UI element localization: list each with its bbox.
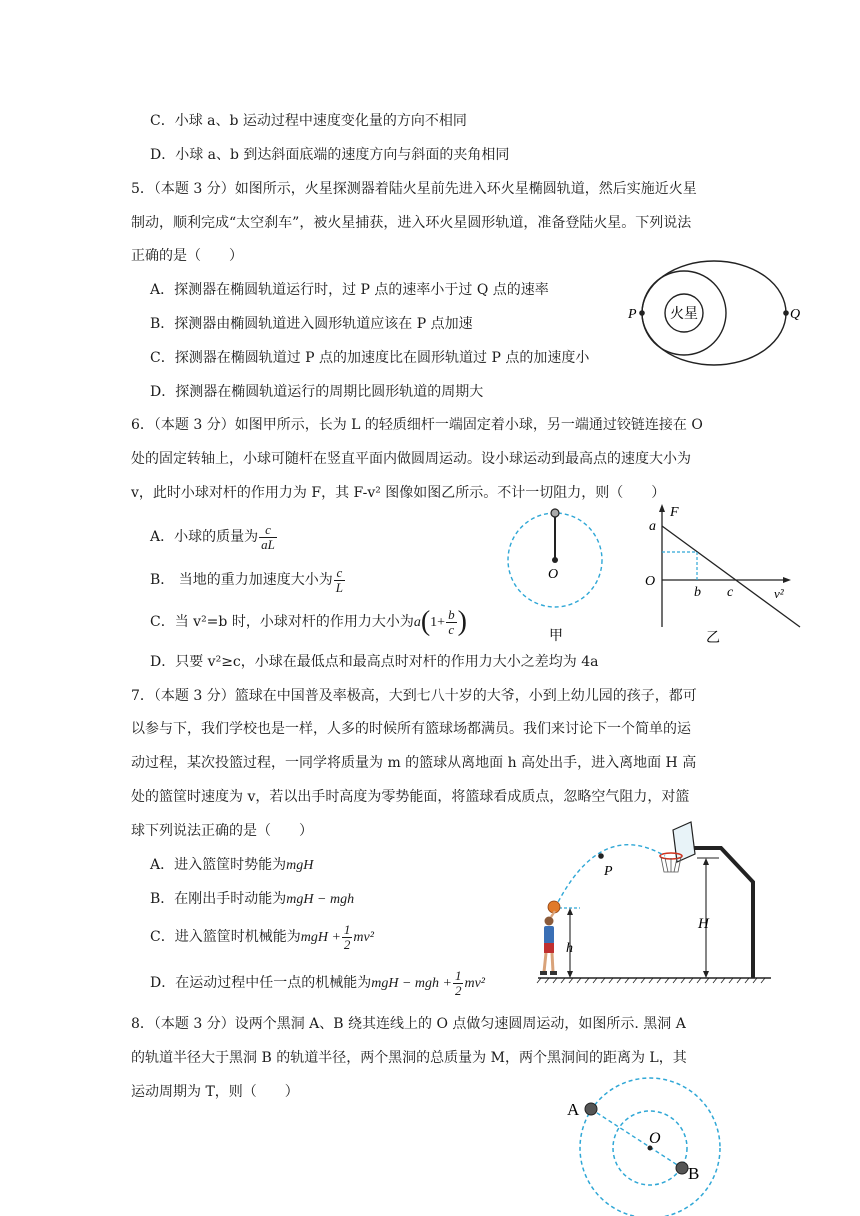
q8-binary-black-hole-figure <box>565 1072 735 1216</box>
q6-option-c-fraction <box>446 608 457 637</box>
q5-stem-line-3: 正确的是（ ） <box>131 248 243 264</box>
q7-option-a-math: mgH <box>286 858 314 873</box>
q7-stem-line-4: 处的篮筐时速度为 v，若以出手时高度为零势能面，将篮球看成质点，忽略空气阻力，对篮 <box>131 789 690 805</box>
figure-jia-caption: 甲 <box>549 629 563 644</box>
q5-option-b: B．探测器由椭圆轨道进入圆形轨道应该在 P 点加速 <box>150 316 473 332</box>
q6-stem-line-1: 6．（本题 3 分）如图甲所示，长为 L 的轻质细杆一端固定着小球，另一端通过铰链连接在 O <box>131 417 703 433</box>
player-figure <box>540 901 560 975</box>
q7-option-c-tail: mv² <box>353 930 374 945</box>
figure-yi-caption: 乙 <box>706 631 720 646</box>
q7-option-c-numerator: 1 <box>343 921 351 937</box>
q5-option-c: C．探测器在椭圆轨道过 P 点的加速度比在圆形轨道过 P 点的加速度小 <box>150 350 590 366</box>
tick-c-label: c <box>727 585 734 600</box>
q7-option-d-fraction <box>453 969 464 998</box>
q6-option-b-text: B． 当地的重力加速度大小为 <box>150 572 333 588</box>
q7-option-d-text: D．在运动过程中任一点的机械能为 <box>150 975 372 991</box>
q7-option-c <box>150 922 374 953</box>
q4-option-c: C．小球 a、b 运动过程中速度变化量的方向不相同 <box>150 113 467 129</box>
q5-option-d: D．探测器在椭圆轨道运行的周期比圆形轨道的周期大 <box>150 384 484 400</box>
q4-option-d: D．小球 a、b 到达斜面底端的速度方向与斜面的夹角相同 <box>150 147 510 163</box>
f-axis-arrow <box>659 504 665 512</box>
intercept-a-label: a <box>649 519 656 534</box>
q6-stem-line-2: 处的固定转轴上，小球可随杆在竖直平面内做圆周运动。设小球运动到最高点的速度大小为 <box>131 451 691 467</box>
q7-option-d <box>150 968 485 999</box>
q7-option-c-fraction <box>342 923 353 952</box>
point-p-label: P <box>628 307 637 322</box>
q6-option-a-fraction <box>259 523 277 552</box>
q6-option-b <box>150 565 346 595</box>
q8-stem-line-2: 的轨道半径大于黑洞 B 的轨道半径，两个黑洞的总质量为 M，两个黑洞间的距离为 L，其 <box>131 1050 687 1066</box>
point-q-dot <box>783 310 789 316</box>
q6-option-a-text: A．小球的质量为 <box>150 529 259 545</box>
q6-option-b-fraction <box>334 566 345 595</box>
q6-option-a-numerator: c <box>259 523 277 538</box>
q8-stem-line-1: 8．（本题 3 分）设两个黑洞 A、B 绕其连线上的 O 点做匀速圆周运动，如图所示. 黑洞 A <box>131 1016 686 1032</box>
q6-option-d: D．只要 v²≥c，小球在最低点和最高点时对杆的作用力大小之差均为 4a <box>150 654 599 670</box>
q6-stem-line-3: v，此时小球对杆的作用力为 F，其 F-v² 图像如图乙所示。不计一切阻力，则（ ） <box>131 485 666 501</box>
connecting-line <box>591 1109 682 1168</box>
black-hole-a <box>585 1103 597 1115</box>
q5-orbit-figure <box>625 258 810 373</box>
q6-option-c-right-paren: ) <box>457 606 467 637</box>
point-p-dot <box>639 310 645 316</box>
q5-stem-line-1: 5．（本题 3 分）如图所示，火星探测器着陆火星前先进入环火星椭圆轨道，然后实施近火星 <box>131 181 697 197</box>
h-arrow-top <box>567 908 573 915</box>
q7-option-c-text: C．进入篮筐时机械能为 <box>150 929 301 945</box>
q7-option-c-math: mgH + <box>300 930 341 945</box>
q6-option-c-a: a <box>413 615 421 630</box>
h-label: h <box>566 941 573 956</box>
label-b: B <box>688 1164 700 1183</box>
q6-option-c-text: C．当 v²=b 时，小球对杆的作用力大小为 <box>150 614 414 630</box>
q6-figure-yi-graph <box>640 502 800 647</box>
backboard <box>673 822 695 862</box>
q7-option-a-text: A．进入篮筐时势能为 <box>150 857 287 873</box>
q5-stem-line-2: 制动，顺利完成“太空刹车”，被火星捕获，进入环火星圆形轨道，准备登陆火星。下列说法 <box>131 215 692 231</box>
q7-stem-line-1: 7．（本题 3 分）篮球在中国普及率极高，大到七八十岁的大爷，小到上幼儿园的孩子，都可 <box>131 688 697 704</box>
q7-stem-line-2: 以参与下，我们学校也是一样，人多的时候所有篮球场都满员。我们来讨论下一个简单的运 <box>131 721 691 737</box>
point-p-dot <box>598 853 604 859</box>
q5-option-a: A．探测器在椭圆轨道运行时，过 P 点的速率小于过 Q 点的速率 <box>150 282 549 298</box>
f-axis-label: F <box>670 505 679 520</box>
f-v2-line <box>662 526 800 627</box>
q6-option-c-left-paren: ( <box>420 606 431 637</box>
q6-option-b-denominator: L <box>335 579 343 595</box>
q7-option-b <box>150 889 354 910</box>
small-ball <box>551 509 559 517</box>
q7-option-a <box>150 855 313 876</box>
H-arrow-bottom <box>703 971 709 978</box>
q6-option-a <box>150 522 278 552</box>
q6-option-c <box>150 607 467 638</box>
q7-option-b-text: B．在刚出手时动能为 <box>150 891 287 907</box>
hoop-stand <box>685 848 753 978</box>
black-hole-b <box>676 1162 688 1174</box>
mars-label: 火星 <box>670 307 698 322</box>
q7-stem-line-5: 球下列说法正确的是（ ） <box>131 823 313 839</box>
label-a: A <box>567 1100 580 1119</box>
h-arrow-bottom <box>567 971 573 978</box>
q6-option-c-one-plus: 1+ <box>430 615 446 630</box>
point-p-label: P <box>604 864 613 879</box>
q7-option-b-math: mgH − mgh <box>286 892 355 907</box>
v2-axis-label: v² <box>774 586 784 601</box>
q7-stem-line-3: 动过程，某次投篮过程，一同学将质量为 m 的篮球从离地面 h 高处出手，进入离地面 H 高 <box>131 755 697 771</box>
label-o: O <box>649 1130 661 1147</box>
q7-option-c-denominator: 2 <box>343 936 351 952</box>
v2-axis-arrow <box>783 577 791 583</box>
q6-figure-jia <box>505 505 610 645</box>
point-q-label: Q <box>790 307 801 322</box>
q7-option-d-math: mgH − mgh + <box>371 976 452 991</box>
H-label: H <box>698 916 709 932</box>
q8-stem-line-3: 运动周期为 T，则（ ） <box>131 1084 299 1100</box>
q7-option-d-denominator: 2 <box>454 982 462 998</box>
q6-option-c-denominator: c <box>448 621 455 637</box>
tick-b-label: b <box>694 585 701 600</box>
pivot-o-label: O <box>548 567 559 582</box>
origin-o-label: O <box>645 574 656 589</box>
q6-option-b-numerator: c <box>334 566 345 581</box>
pivot-o <box>552 557 558 563</box>
H-arrow-top <box>703 858 709 865</box>
q6-option-c-numerator: b <box>448 606 455 622</box>
q7-option-d-tail: mv² <box>464 976 485 991</box>
q7-option-d-numerator: 1 <box>454 967 462 983</box>
q6-option-a-denominator: aL <box>261 536 275 552</box>
q7-basketball-figure <box>535 820 775 990</box>
